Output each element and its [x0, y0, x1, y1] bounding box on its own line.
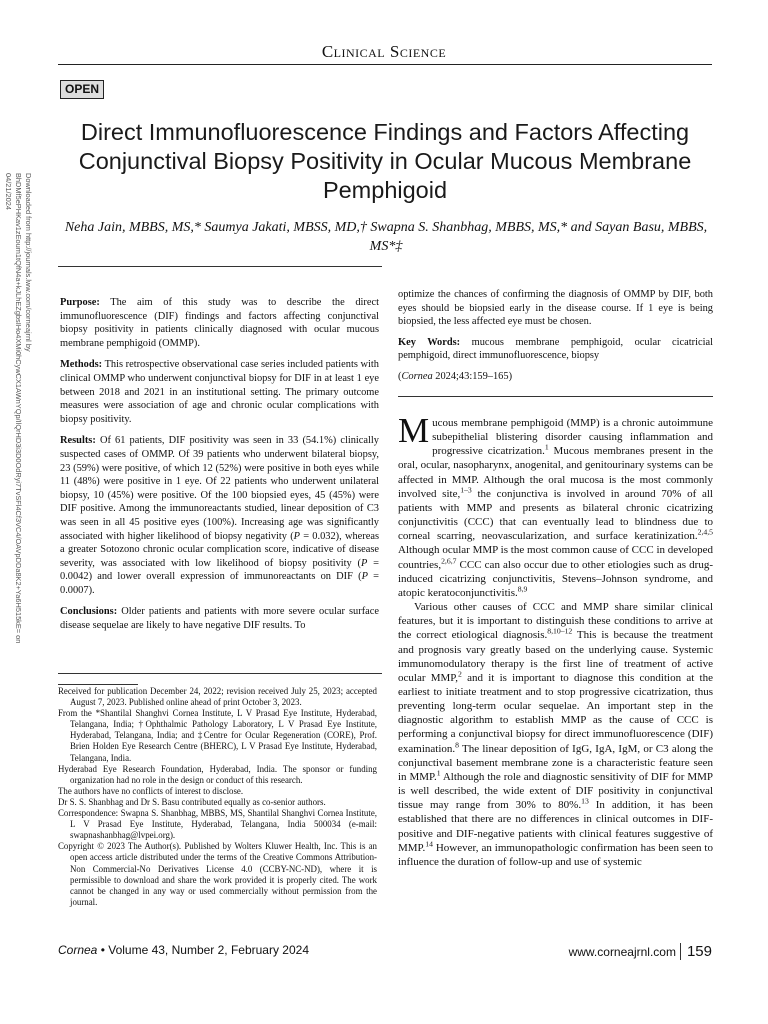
abstract-left-column — [60, 296, 379, 641]
reference-citation: 8,10–12 — [547, 626, 573, 636]
reference-citation: 8,9 — [517, 584, 528, 594]
abstract-results — [60, 434, 379, 597]
citation-journal: Cornea — [401, 370, 433, 382]
footnote-co-senior: Dr S. S. Shanbhag and Dr S. Basu contributed equally as co-senior authors. — [58, 796, 326, 807]
purpose-label: Purpose: — [60, 297, 100, 308]
footnote-affiliations: From the *Shantilal Shanghvi Cornea Institute, L V Prasad Eye Institute, Hyderabad, Telangana, India; †Ophthalmic Pathology Laboratory, L V Prasad Eye Institute, Hyderabad, Telangana, India; and ‡Centre for Ocular Regeneration (CORE), Prof. Brien Holden Eye Research Centre (BHERC), L V Prasad Eye Institute, Hyderabad, Telangana, India. — [58, 708, 377, 763]
footnotes — [58, 686, 377, 908]
results-text-2: = 0.032), whereas a greater Sotozono chronic ocular complication score, indicative of disease severity, was associated with low likelihood of biopsy positivity ( — [60, 530, 379, 569]
footnote-conflicts: The authors have no conflicts of interest to disclose. — [58, 785, 244, 796]
reference-citation: 1–3 — [460, 485, 472, 495]
footnote-received: Received for publication December 24, 2022; revision received July 25, 2023; accepted August 7, 2023. Published online ahead of print October 3, 2023. — [58, 686, 377, 708]
body-text-span: CCC can also occur due to other etiologies such as drug-induced cicatrizing conjunctivitis, Stevens–Johnson syndrome, and atopic keratoconjunctivitis. — [398, 558, 713, 599]
reference-citation: 2,4,5 — [697, 527, 713, 537]
footer-url: www.corneajrnl.com — [568, 945, 676, 959]
body-text-span: Although the role and diagnostic sensitivity of DIF for MMP is well described, the wide extent of DIF positivity in conjunctival tissue may range from 30% to 80%. — [398, 770, 713, 812]
reference-citation: 14 — [425, 839, 433, 849]
keywords — [398, 336, 713, 363]
results-label: Results: — [60, 435, 96, 447]
body-text — [398, 411, 713, 869]
body-text-span: In addition, it has been established that there are no differences in clinical outcomes in DIF-positive and DIF-negative patients with clinical features suggestive of MMP. — [398, 799, 713, 854]
results-p-value-1: P — [293, 530, 301, 542]
section-header: Clinical Science — [321, 42, 447, 61]
footer-issue: • Volume 43, Number 2, February 2024 — [97, 943, 310, 957]
abstract-end-rule — [398, 396, 713, 397]
reference-citation: 13 — [581, 796, 589, 806]
body-text-span: ucous membrane pemphigoid (MMP) is a chronic autoimmune subepithelial blistering disorder causing inflammation and progressive cicatrization. — [432, 417, 713, 458]
body-text-span: However, an immunopathologic confirmation has been seen to influence the duration of follow-up and use of systemic — [398, 841, 713, 868]
body-text-span: Various other causes of CCC and MMP share similar clinical features, but it is important to distinguish these conditions to arrive at the correct etiological diagnosis. — [398, 601, 713, 642]
results-text-4: = 0.0007). — [60, 571, 379, 596]
body-text-span: Mucous membranes present in the oral, ocular, nasopharynx, anogenital, and genitourinary systems can be affected in MMP. Although the oral mucosa is the most commonly involved site, — [398, 445, 713, 500]
page-footer — [58, 943, 712, 965]
results-text-1: Of 61 patients, DIF positivity was seen in 33 (54.1%) clinically suspected cases of OMMP. Of 39 patients who underwent bilateral biopsy, 23 (59%) were positive, of which 12 (52%) were positive in both eyes while 11 (48%) were positive in 1 eye. Of 22 patients who underwent unilateral biopsy, 10 (45%) were positive. Of the 100 biopsied eyes, 45 (45%) were DIF positive. Among the immunoreactants studied, linear deposition of C3 was seen in all 45 positive eyes (100%). Increasing age was significantly associated with higher likelihood of biopsy negativity ( — [60, 435, 379, 542]
footnote-funding: Hyderabad Eye Research Foundation, Hyderabad, India. The sponsor or funding organization had no role in the design or conduct of this research. — [58, 763, 377, 785]
drop-cap: M — [398, 411, 430, 450]
author-list: Neha Jain, MBBS, MS,* Saumya Jakati, MBSS, MD,† Swapna S. Shanbhag, MBBS, MS,* and Sayan Basu, MBBS, MS*‡ — [64, 220, 708, 254]
open-access-badge: OPEN — [60, 80, 104, 99]
download-side-note-text: Downloaded from http://journals.lww.com/corneajrnl by BhDMf5ePHKav1zEoum1tQfN4a+kJLhEZgbsIHo4XMi0hCywCX1AWnYQp/IlQrHD3i3D0OdRyi7TvSFl4Cf3VC4/OAVpDDa8K2+Ya6H515kE= on 04/21/2024 — [4, 173, 33, 644]
methods-label: Methods: — [60, 359, 103, 371]
body-text-span: The linear deposition of IgG, IgA, IgM, or C3 along the conjunctival basement membrane zone is a characteristic feature seen in MMP. — [398, 742, 713, 783]
conclusions-continued: optimize the chances of confirming the diagnosis of OMMP by DIF, both eyes should be biopsied early in the disease course. If 1 eye is being biopsied, the less affected eye must be chosen. — [398, 289, 713, 328]
reference-citation: 2 — [457, 669, 462, 679]
conclusions-label: Conclusions: — [60, 606, 118, 618]
citation-volume: 2024;43:159–165 — [432, 370, 509, 382]
body-text-span: the conjunctiva is involved in around 70% of all patients with MMP and presents as bilateral chronic cicatrizing conjunctivitis (CCC) that can eventually lead to blindness due to corneal scarring, neovascularization, and surface keratinization. — [398, 487, 713, 543]
footnote-copyright: Copyright © 2023 The Author(s). Published by Wolters Kluwer Health, Inc. This is an open access article distributed under the terms of the Creative Commons Attribution-Non Commercial-No Derivatives License 4.0 (CCBY-NC-ND), where it is permissible to download and share the work provided it is properly cited. The work cannot be changed in any way or used commercially without permission from the journal. — [58, 841, 377, 907]
reference-citation: 2,6,7 — [441, 555, 457, 565]
footer-right — [569, 943, 712, 960]
body-paragraph-2 — [398, 600, 713, 869]
reference-citation: 1 — [544, 442, 549, 452]
header-rule — [58, 64, 712, 65]
footer-journal-name: Cornea — [58, 943, 98, 957]
download-side-note — [4, 172, 34, 672]
body-paragraph-1 — [398, 411, 713, 600]
results-p-value-3: P — [361, 571, 368, 583]
abstract-conclusions — [60, 605, 379, 632]
citation: (Cornea 2024;43:159–165) — [398, 370, 513, 382]
keywords-text: mucous membrane pemphigoid, ocular cicatricial pemphigoid, direct immunofluorescence, biopsy — [398, 336, 713, 362]
abstract-purpose — [60, 296, 379, 350]
footer-journal-info — [58, 943, 309, 957]
reference-citation: 1 — [436, 768, 441, 778]
abstract-methods — [60, 358, 379, 426]
footnote-rule — [58, 684, 138, 685]
reference-citation: 8 — [455, 739, 459, 749]
page-number: 159 — [680, 943, 712, 960]
purpose-text: The aim of this study was to describe the direct immunofluorescence (DIF) findings and factors affecting conjunctival biopsy positivity in patients clinically diagnosed with ocular mucous membrane pemphigoid (OMMP). — [60, 297, 379, 349]
results-p-value-2: P — [360, 557, 368, 569]
conclusions-text-start: Older patients and patients with more severe ocular surface disease sequelae are likely to have negative DIF results. To — [60, 606, 379, 632]
keywords-label: Key Words: — [398, 336, 461, 348]
body-text-span: Although ocular MMP is the most common cause of CCC in developed countries, — [398, 544, 713, 571]
abstract-right-column — [398, 288, 713, 391]
methods-text: This retrospective observational case series included patients with clinical OMMP who underwent conjunctival biopsy for DIF in at least 1 eye between 2018 and 2021 in an institutional setting. The primary outcome measures were association of age and chronic ocular complications with biopsy positivity. — [60, 359, 379, 425]
body-text-span: This is because the treatment and prognosis vary greatly based on the underlying cause. Systemic immunomodulatory therapy is the first line of treatment of active ocular MMP, — [398, 629, 713, 684]
body-text-span: and it is important to diagnose this condition at the earliest to initiate treatment and to stop progressive cicatrization, thus preventing long-term ocular sequelae. An important step in the diagnostic algorithm to establish MMP as the cause of CCC is performing a conjunctival biopsy for direct immunofluorescence (DIF) examination. — [398, 671, 713, 755]
article-title: Direct Immunofluorescence Findings and Factors Affecting Conjunctival Biopsy Positivity in Ocular Mucous Membrane Pemphigoid — [78, 119, 692, 203]
footnote-correspondence: Correspondence: Swapna S. Shanbhag, MBBS, MS, Shantilal Shanghvi Cornea Institute, L V Prasad Eye Institute, Hyderabad, Telangana, India 500034 (e-mail: swapnashanbhag@lvpei.org). — [58, 808, 377, 841]
results-text-3: = 0.0042) and lower overall expression of immunoreactants on DIF ( — [60, 557, 379, 583]
